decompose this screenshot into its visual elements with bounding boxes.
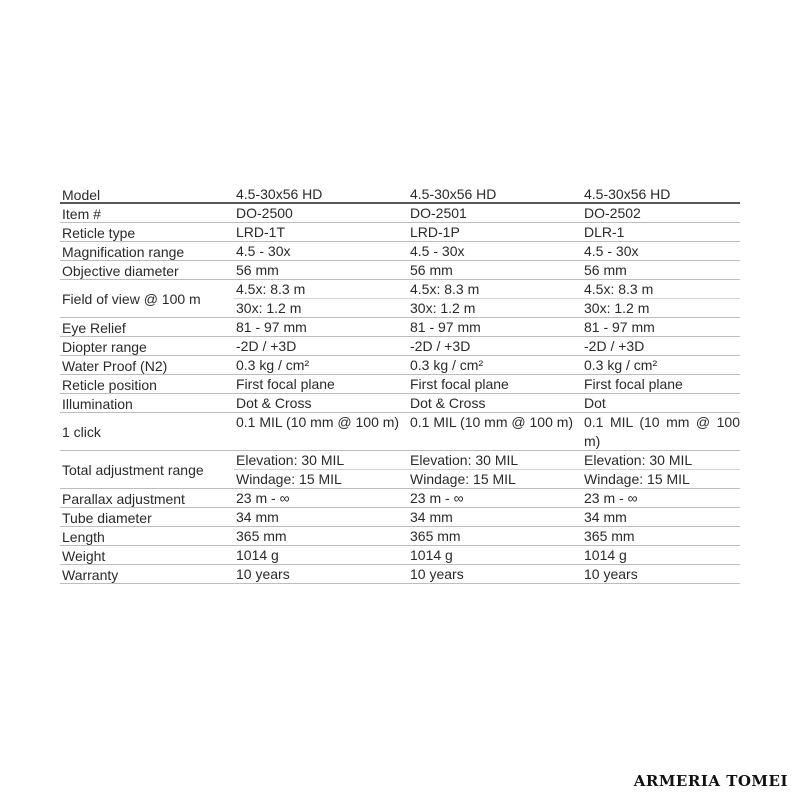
cell-text: First focal plane <box>584 376 683 392</box>
cell-text: 0.3 kg / cm² <box>236 357 310 373</box>
cell-text: 23 m - ∞ <box>584 490 638 506</box>
row-value-cell <box>582 394 740 413</box>
table-row <box>60 546 740 565</box>
cell-text: 56 mm <box>410 262 453 278</box>
row-value-cell <box>408 413 582 451</box>
row-label: Reticle position <box>62 376 157 393</box>
row-label: Item # <box>62 205 101 222</box>
header-model-1 <box>234 185 408 204</box>
cell-text: 4.5 - 30x <box>584 243 639 259</box>
cell-text: 0.1 MIL (10 mm @ 100 m) <box>584 414 740 449</box>
row-value-cell <box>408 337 582 356</box>
cell-text: 81 - 97 mm <box>584 319 655 335</box>
row-value-cell <box>234 508 408 527</box>
cell-text: 1014 g <box>584 547 627 563</box>
row-value-cell <box>234 223 408 242</box>
table-row <box>60 242 740 261</box>
table-row <box>60 280 740 318</box>
table-row <box>60 204 740 223</box>
table-row <box>60 337 740 356</box>
cell-text: Windage: 15 MIL <box>236 471 342 487</box>
row-value-cell <box>408 204 582 223</box>
row-value-cell <box>582 527 740 546</box>
row-label: Water Proof (N2) <box>62 357 168 374</box>
row-label: Illumination <box>62 395 133 412</box>
row-value-cell <box>408 565 582 584</box>
row-value-cell <box>582 546 740 565</box>
cell-text: LRD-1T <box>236 224 286 240</box>
cell-text: First focal plane <box>410 376 509 392</box>
header-model-2-text: 4.5-30x56 HD <box>410 186 497 202</box>
row-value-cell <box>234 413 408 451</box>
row-value-cell <box>408 546 582 565</box>
cell-text: 0.3 kg / cm² <box>584 357 658 373</box>
cell-text: -2D / +3D <box>584 338 645 354</box>
cell-text: DO-2500 <box>236 205 293 221</box>
row-value-cell <box>582 280 740 318</box>
cell-text: Windage: 15 MIL <box>584 471 690 487</box>
row-value-cell <box>408 508 582 527</box>
cell-text: 81 - 97 mm <box>236 319 307 335</box>
row-value-cell <box>408 318 582 337</box>
cell-text: -2D / +3D <box>410 338 471 354</box>
table-row <box>60 451 740 489</box>
header-model-1-text: 4.5-30x56 HD <box>236 186 323 202</box>
row-value-cell <box>582 318 740 337</box>
row-value-cell <box>234 242 408 261</box>
row-value-cell <box>582 489 740 508</box>
row-value-cell <box>408 527 582 546</box>
row-value-cell <box>234 356 408 375</box>
row-label: Eye Relief <box>62 319 126 336</box>
cell-text: 4.5x: 8.3 m <box>584 280 740 299</box>
cell-text: 23 m - ∞ <box>236 490 290 506</box>
watermark-logo: ARMERIA TOMEI <box>633 772 788 790</box>
row-label: Magnification range <box>62 243 185 260</box>
cell-text: 81 - 97 mm <box>410 319 481 335</box>
row-value-cell <box>582 565 740 584</box>
cell-text: 34 mm <box>410 509 453 525</box>
row-value-cell <box>582 261 740 280</box>
row-value-cell <box>234 337 408 356</box>
cell-text: -2D / +3D <box>236 338 297 354</box>
row-label: Total adjustment range <box>62 462 204 478</box>
cell-text: LRD-1P <box>410 224 460 240</box>
row-value-cell <box>234 489 408 508</box>
row-value-cell <box>408 451 582 489</box>
cell-text: First focal plane <box>236 376 335 392</box>
cell-text: 10 years <box>584 566 638 582</box>
row-label: Weight <box>62 547 106 564</box>
row-value-cell <box>582 223 740 242</box>
cell-text: DLR-1 <box>584 224 625 240</box>
table-row <box>60 489 740 508</box>
cell-text: 56 mm <box>236 262 279 278</box>
row-value-cell <box>234 565 408 584</box>
table-row <box>60 223 740 242</box>
cell-text: 34 mm <box>584 509 627 525</box>
cell-text: 365 mm <box>584 528 635 544</box>
cell-text: Elevation: 30 MIL <box>410 451 582 470</box>
cell-text: 365 mm <box>410 528 461 544</box>
cell-text: Dot & Cross <box>236 395 312 411</box>
header-model-2 <box>408 185 582 204</box>
cell-text: Elevation: 30 MIL <box>584 451 740 470</box>
cell-text: 56 mm <box>584 262 627 278</box>
cell-text: 30x: 1.2 m <box>410 300 476 316</box>
header-model-3-text: 4.5-30x56 HD <box>584 186 671 202</box>
cell-text: Windage: 15 MIL <box>410 471 516 487</box>
cell-text: 4.5 - 30x <box>236 243 291 259</box>
row-label: 1 click <box>62 424 101 440</box>
row-value-cell <box>408 375 582 394</box>
cell-text: 0.3 kg / cm² <box>410 357 484 373</box>
header-label: Model <box>62 186 101 203</box>
row-label: Parallax adjustment <box>62 490 185 507</box>
header-model-3 <box>582 185 740 204</box>
cell-text: 23 m - ∞ <box>410 490 464 506</box>
row-value-cell <box>582 508 740 527</box>
row-value-cell <box>582 375 740 394</box>
table-row <box>60 565 740 584</box>
cell-text: 4.5x: 8.3 m <box>410 280 582 299</box>
table-row <box>60 318 740 337</box>
row-label: Diopter range <box>62 338 147 355</box>
row-label: Length <box>62 528 105 545</box>
cell-text: 4.5 - 30x <box>410 243 465 259</box>
cell-text: Elevation: 30 MIL <box>236 451 408 470</box>
cell-text: 1014 g <box>410 547 453 563</box>
table-header-row <box>60 185 740 204</box>
cell-text: 0.1 MIL (10 mm @ 100 m) <box>410 414 574 430</box>
row-value-cell <box>408 280 582 318</box>
row-value-cell <box>408 394 582 413</box>
cell-text: Dot & Cross <box>410 395 486 411</box>
table-row <box>60 394 740 413</box>
row-value-cell <box>234 546 408 565</box>
row-value-cell <box>582 337 740 356</box>
cell-text: 30x: 1.2 m <box>584 300 650 316</box>
row-value-cell <box>582 204 740 223</box>
row-value-cell <box>408 356 582 375</box>
row-value-cell <box>234 375 408 394</box>
row-value-cell <box>582 413 740 451</box>
cell-text: 1014 g <box>236 547 279 563</box>
row-value-cell <box>234 527 408 546</box>
cell-text: 4.5x: 8.3 m <box>236 280 408 299</box>
cell-text: 34 mm <box>236 509 279 525</box>
cell-text: DO-2501 <box>410 205 467 221</box>
row-value-cell <box>408 489 582 508</box>
row-value-cell <box>408 261 582 280</box>
row-value-cell <box>582 242 740 261</box>
row-label: Objective diameter <box>62 262 179 279</box>
row-label: Warranty <box>62 566 119 583</box>
table-row <box>60 375 740 394</box>
row-value-cell <box>582 451 740 489</box>
table-row <box>60 508 740 527</box>
cell-text: 0.1 MIL (10 mm @ 100 m) <box>236 414 400 430</box>
row-value-cell <box>408 242 582 261</box>
row-value-cell <box>234 280 408 318</box>
row-value-cell <box>234 394 408 413</box>
row-value-cell <box>234 204 408 223</box>
cell-text: 365 mm <box>236 528 287 544</box>
cell-text: DO-2502 <box>584 205 641 221</box>
table-row <box>60 413 740 451</box>
table-body <box>60 204 740 584</box>
row-value-cell <box>582 356 740 375</box>
row-label: Field of view @ 100 m <box>62 291 201 307</box>
row-value-cell <box>234 451 408 489</box>
table-row <box>60 356 740 375</box>
row-label: Reticle type <box>62 224 136 241</box>
table-row <box>60 527 740 546</box>
cell-text: 10 years <box>410 566 464 582</box>
cell-text: Dot <box>584 395 606 411</box>
cell-text: 30x: 1.2 m <box>236 300 302 316</box>
cell-text: 10 years <box>236 566 290 582</box>
row-value-cell <box>234 261 408 280</box>
row-value-cell <box>408 223 582 242</box>
row-label: Tube diameter <box>62 509 152 526</box>
table-row <box>60 261 740 280</box>
spec-table <box>60 185 740 584</box>
row-value-cell <box>234 318 408 337</box>
